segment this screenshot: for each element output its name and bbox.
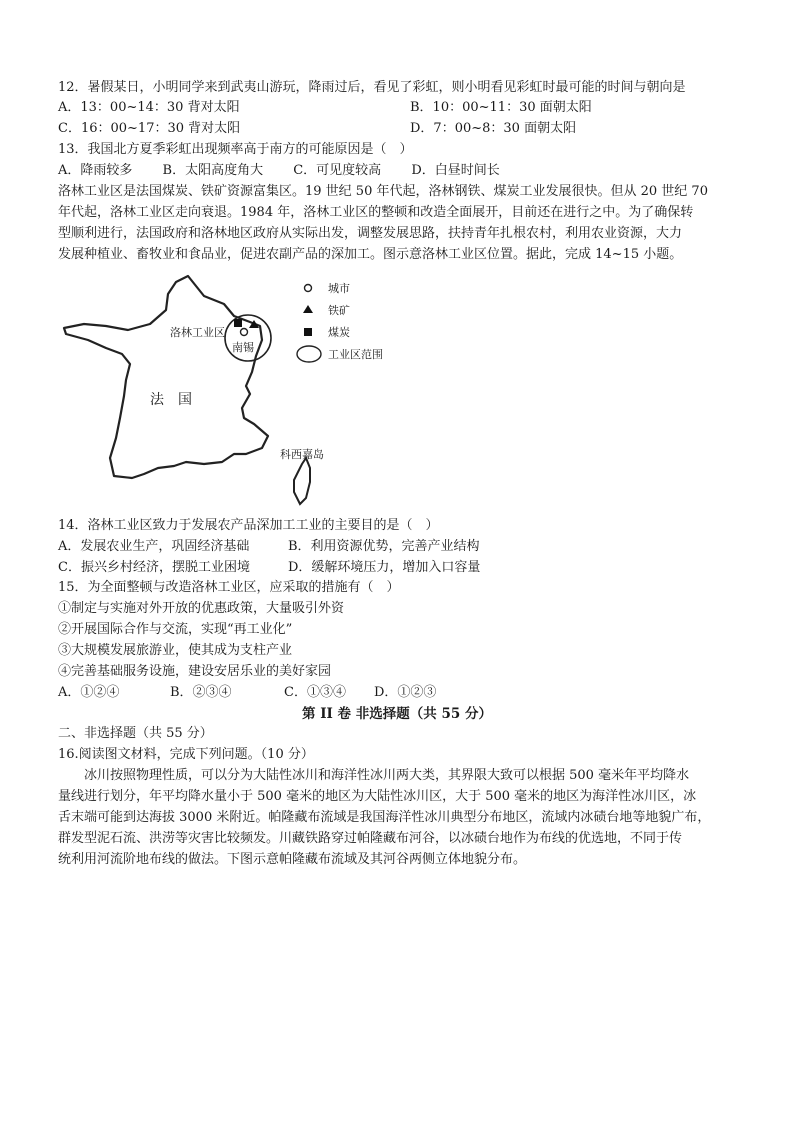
- q15-option-c[interactable]: C．①③④: [284, 685, 346, 700]
- q16-passage-line: 量线进行划分，年平均降水量小于 500 毫米的地区为大陆性冰川区，大于 500 毫米的地区为海洋性冰川区，冰: [58, 789, 697, 804]
- q13-option-b[interactable]: B．太阳高度角大: [162, 163, 264, 178]
- q12-option-d[interactable]: D．7：00~8：30 面朝太阳: [410, 121, 577, 136]
- legend-iron-ore-icon: [303, 305, 313, 313]
- q13-option-d[interactable]: D．白昼时间长: [411, 163, 500, 178]
- q12-stem: 12．暑假某日，小明同学来到武夷山游玩，降雨过后，看见了彩虹，则小明看见彩虹时最可能的时间与朝向是: [58, 80, 686, 95]
- legend-coal-icon: [304, 328, 312, 336]
- legend-coal: 煤炭: [328, 326, 350, 339]
- lorraine-map: [58, 268, 398, 518]
- country-label: 法 国: [150, 392, 192, 408]
- q12-option-c[interactable]: C．16：00~17：30 背对太阳: [58, 121, 241, 136]
- legend-zone: 工业区范围: [328, 348, 383, 361]
- q12-row1: [58, 98, 592, 118]
- q13-stem: 13．我国北方夏季彩虹出现频率高于南方的可能原因是（ ）: [58, 142, 413, 157]
- passage1-line: 洛林工业区是法国煤炭、铁矿资源富集区。19 世纪 50 年代起，洛林钢铁、煤炭工业发展很快。但从 20 世纪 70: [58, 184, 708, 199]
- q14-option-b[interactable]: B．利用资源优势，完善产业结构: [288, 539, 480, 554]
- city-label: 南锡: [232, 341, 254, 354]
- city-marker-nancy: [241, 329, 248, 336]
- q15-item: ④完善基础服务设施，建设安居乐业的美好家园: [58, 664, 332, 679]
- corsica-outline: [294, 458, 310, 504]
- q13-options: [58, 161, 526, 181]
- q15-item: ③大规模发展旅游业，使其成为支柱产业: [58, 643, 293, 658]
- coal-marker: [234, 319, 242, 327]
- france-outline: [64, 276, 268, 478]
- q13-option-a[interactable]: A．降雨较多: [58, 163, 133, 178]
- q16-passage-line: 统利用河流阶地布线的做法。下图示意帕隆藏布流域及其河谷两侧立体地貌分布。: [58, 852, 527, 867]
- legend-iron-ore: 铁矿: [328, 304, 350, 317]
- q15-option-b[interactable]: B．②③④: [170, 685, 232, 700]
- q15-option-a[interactable]: A．①②④: [58, 685, 120, 700]
- island-label: 科西嘉岛: [280, 448, 324, 461]
- q15-stem: 15．为全面整顿与改造洛林工业区，应采取的措施有（ ）: [58, 580, 400, 595]
- q13-option-c[interactable]: C．可见度较高: [293, 163, 382, 178]
- q14-option-c[interactable]: C．振兴乡村经济，摆脱工业困境: [58, 560, 250, 575]
- q16-passage-line: 群发型泥石流、洪涝等灾害比较频发。川藏铁路穿过帕隆藏布河谷，以冰碛台地作为布线的优选地，不同于传: [58, 831, 683, 846]
- q14-option-a[interactable]: A．发展农业生产，巩固经济基础: [58, 539, 250, 554]
- passage1-line: 型顺利进行，法国政府和洛林地区政府从实际出发，调整发展思路，扶持青年扎根农村，利用农业资源，大力: [58, 226, 683, 241]
- section2-heading: 二、非选择题（共 55 分）: [58, 726, 213, 741]
- section2-title: 第 II 卷 非选择题（共 55 分）: [302, 706, 492, 722]
- q14-stem: 14．洛林工业区致力于发展农产品深加工工业的主要目的是（ ）: [58, 518, 439, 533]
- passage1-line: 年代起，洛林工业区走向衰退。1984 年，洛林工业区的整顿和改造全面展开，目前还在进行之中。为了确保转: [58, 205, 694, 220]
- q12-option-a[interactable]: A．13：00~14：30 背对太阳: [58, 100, 240, 115]
- legend-city: 城市: [328, 282, 350, 295]
- legend-city-icon: [305, 285, 312, 292]
- q16-stem: 16.阅读图文材料，完成下列问题。（10 分）: [58, 747, 314, 762]
- passage1-line: 发展种植业、畜牧业和食品业，促进农副产品的深加工。图示意洛林工业区位置。据此，完成 14~15 小题。: [58, 247, 683, 262]
- q14-row1: [58, 537, 480, 557]
- q16-passage-line: 冰川按照物理性质，可以分为大陆性冰川和海洋性冰川两大类，其界限大致可以根据 500 毫米年平均降水: [84, 768, 690, 783]
- q14-option-d[interactable]: D．缓解环境压力，增加入口容量: [288, 560, 481, 575]
- legend-zone-icon: [297, 346, 321, 362]
- q15-options: [58, 683, 437, 703]
- q16-passage-line: 舌末端可能到达海拔 3000 米附近。帕隆藏布流域是我国海洋性冰川典型分布地区，流域内冰碛台地等地貌广布，: [58, 810, 711, 825]
- q14-row2: [58, 558, 481, 578]
- q12-option-b[interactable]: B．10：00~11：30 面朝太阳: [410, 100, 592, 115]
- q15-option-d[interactable]: D．①②③: [374, 685, 437, 700]
- q12-row2: [58, 119, 577, 139]
- q15-item: ①制定与实施对外开放的优惠政策，大量吸引外资: [58, 601, 345, 616]
- q15-item: ②开展国际合作与交流，实现“再工业化”: [58, 622, 293, 637]
- region-label: 洛林工业区: [170, 326, 225, 339]
